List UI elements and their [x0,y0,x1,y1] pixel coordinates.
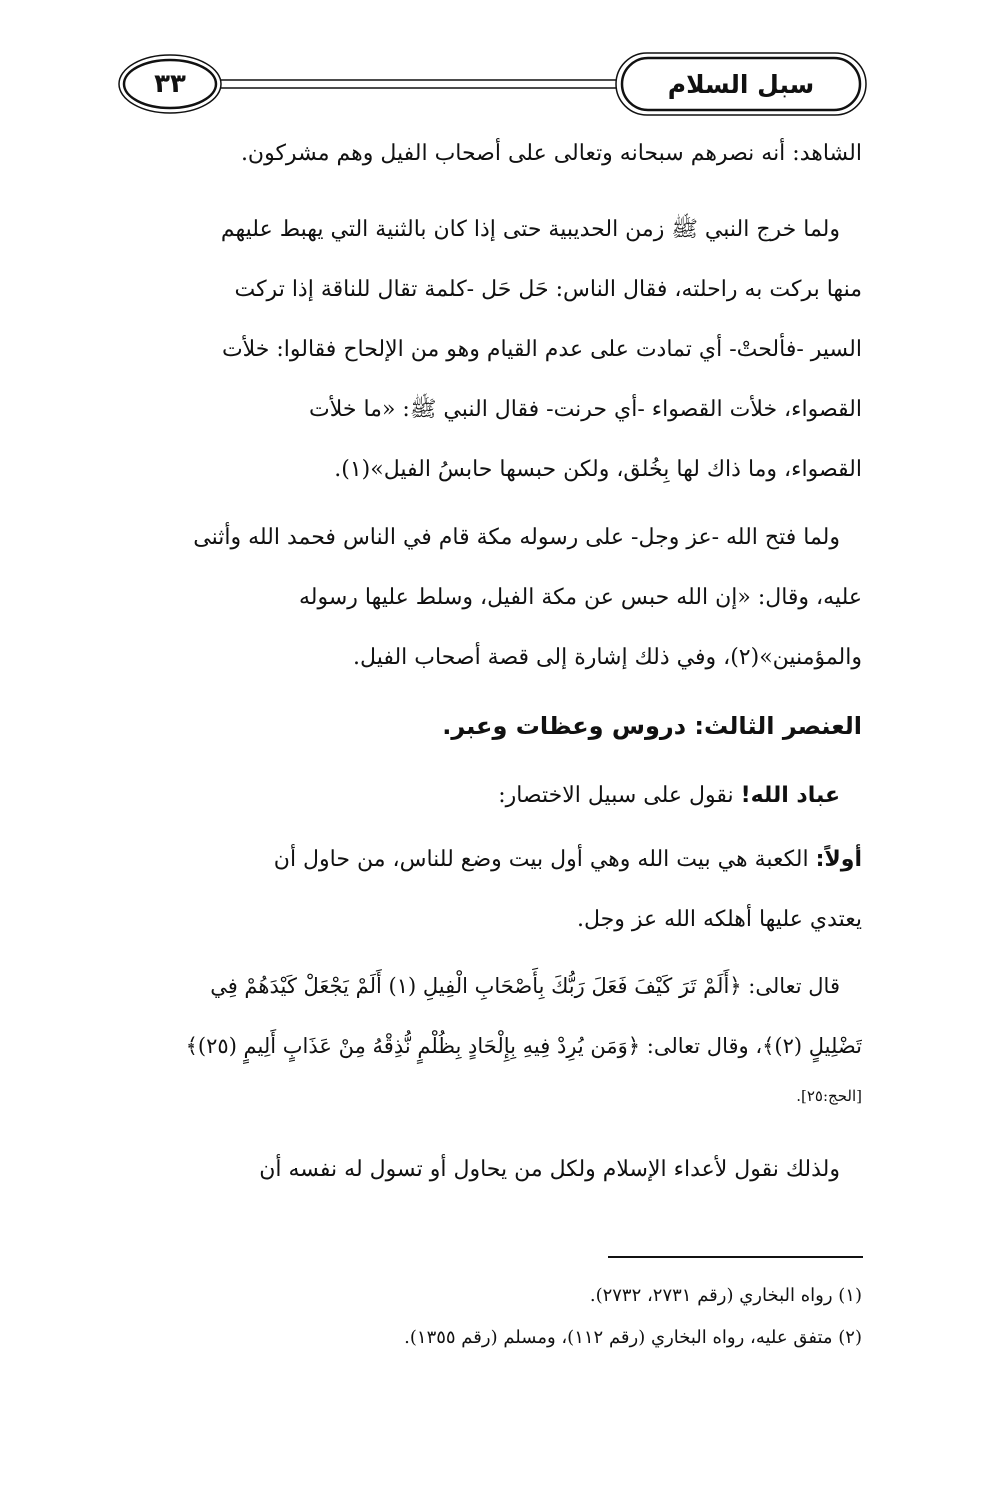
text-span: الكعبة هي بيت الله وهي أول بيت وضع للناس، من حاول أن [273,847,816,872]
text-span: نقول على سبيل الاختصار: [498,783,741,808]
page-header [0,0,984,140]
paragraph-therefore [132,1140,862,1200]
section-heading: العنصر الثالث: دروس وعظات وعبر. [442,712,862,740]
paragraph-hudaybiyyah [132,200,862,500]
text-line: ولذلك نقول لأعداء الإسلام ولكل من يحاول أو تسول له نفسه أن [259,1157,840,1182]
text-line: ولما فتح الله -عز وجل- على رسوله مكة قام في الناس فحمد الله وأثنى [193,525,840,550]
footnote-item: (١) رواه البخاري (رقم ٢٧٣١، ٢٧٣٢). [589,1285,862,1306]
page-number: ٣٣ [154,69,186,99]
text-line: والمؤمنين»(٢)، وفي ذلك إشارة إلى قصة أصحاب الفيل. [353,645,862,670]
text-line: يعتدي عليها أهلكه الله عز وجل. [577,907,862,932]
footnote-separator [608,1256,863,1258]
quran-reference: [الحج:٢٥]. [796,1087,862,1105]
text-line: عليه، وقال: «إن الله حبس عن مكة الفيل، وسلط عليها رسوله [298,585,862,610]
text-line: منها بركت به راحلته، فقال الناس: حَل حَل -كلمة تقال للناقة إذا تركت [234,277,862,302]
quran-line: قال تعالى: ﴿أَلَمْ تَرَ كَيْفَ فَعَلَ رَبُّكَ بِأَصْحَابِ الْفِيلِ (١) أَلَمْ يَجْعَلْ كَيْدَهُمْ فِي [210,974,840,998]
footnote-item: (٢) متفق عليه، رواه البخاري (رقم ١١٢)، ومسلم (رقم ١٣٥٥). [404,1327,862,1348]
text-line: السير -فألحتْ- أي تمادت على عدم القيام وهو من الإلحاح فقالوا: خلأت [221,337,862,362]
paragraph-first-point [132,830,862,950]
text-line: ولما خرج النبي ﷺ زمن الحديبية حتى إذا كان بالثنية التي يهبط عليهم [220,217,840,242]
book-title: سبل السلام [667,69,815,99]
text-line [132,766,862,826]
paragraph-servants [132,766,862,826]
paragraph-quran [132,956,862,1116]
bold-lead: أولاً: [815,847,862,872]
quran-line: تَضْلِيلٍ (٢)﴾، وقال تعالى: ﴿وَمَن يُرِدْ فِيهِ بِإِلْحَادٍ بِظُلْمٍ نُّذِقْهُ مِنْ عَذَابٍ أَلِيمٍ (٢٥)﴾ [185,1034,862,1058]
text-line: القصواء، خلأت القصواء -أي حرنت- فقال النبي ﷺ: «ما خلأت [309,397,862,422]
footnotes [132,1275,862,1359]
text-line: الشاهد: أنه نصرهم سبحانه وتعالى على أصحاب الفيل وهم مشركون. [240,141,862,166]
paragraph-conquest [132,508,862,688]
text-line [132,830,862,890]
text-line: القصواء، وما ذاك لها بِخُلق، ولكن حبسها حابسُ الفيل»(١). [334,457,862,482]
paragraph-witness [132,124,862,184]
bold-lead: عباد الله! [740,783,840,808]
